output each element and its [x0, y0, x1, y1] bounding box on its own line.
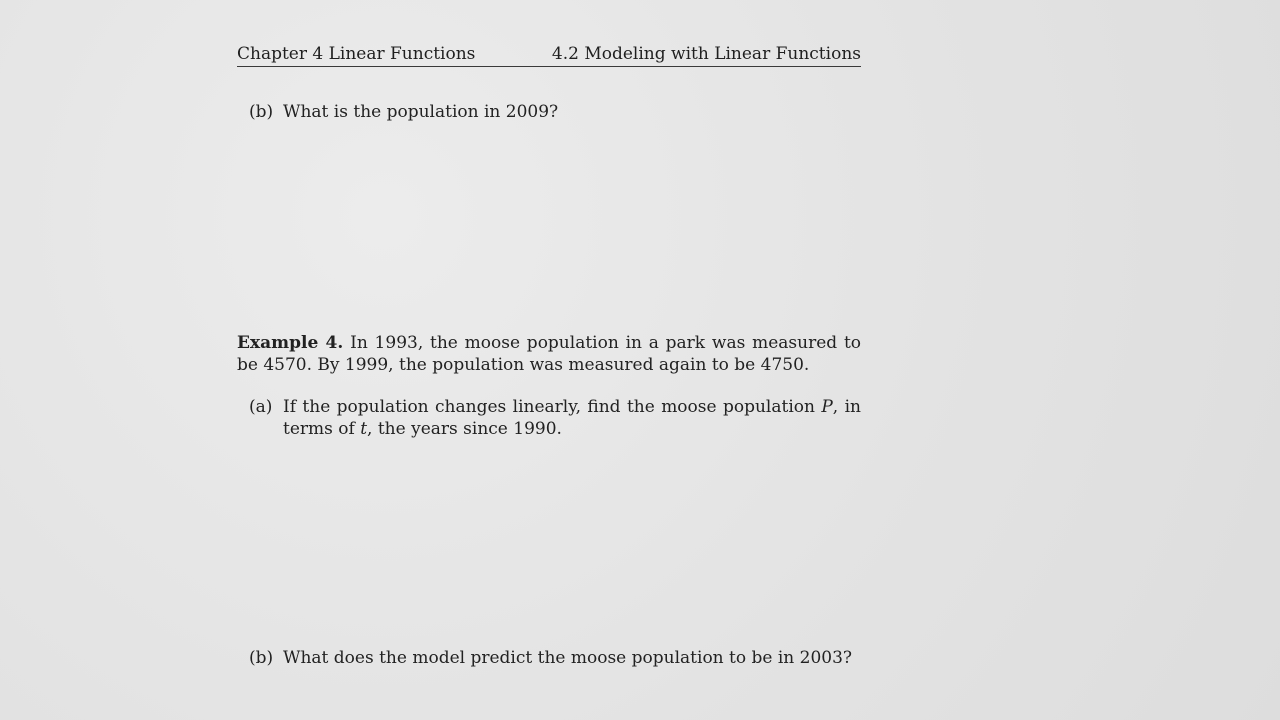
part-a-text-1: If the population changes linearly, find the moose population	[283, 397, 822, 417]
variable-p: P	[821, 397, 833, 417]
page-header	[237, 43, 861, 67]
part-a-text-2: , in terms of	[283, 397, 861, 439]
part-b-question: What is the population in 2009?	[283, 102, 559, 122]
variable-t: t	[360, 419, 368, 439]
part-a-text-3: , the years since 1990.	[367, 419, 562, 439]
section-title: 4.2 Modeling with Linear Functions	[551, 44, 861, 64]
example-part-b	[249, 647, 861, 669]
part-b-label: (b)	[249, 648, 274, 668]
example-text: In 1993, the moose population in a park was measured to be 4570. By 1999, the population was measured again to be 4750.	[237, 333, 862, 375]
example-label: Example 4.	[237, 333, 344, 353]
previous-part-b	[249, 101, 861, 123]
part-a-label: (a)	[249, 397, 273, 417]
example-part-a	[249, 396, 861, 440]
chapter-title: Chapter 4 Linear Functions	[237, 44, 476, 64]
part-b-label: (b)	[249, 102, 274, 122]
part-b-question: What does the model predict the moose population to be in 2003?	[283, 648, 853, 668]
part-a-question	[283, 396, 861, 440]
example-4	[237, 332, 861, 376]
